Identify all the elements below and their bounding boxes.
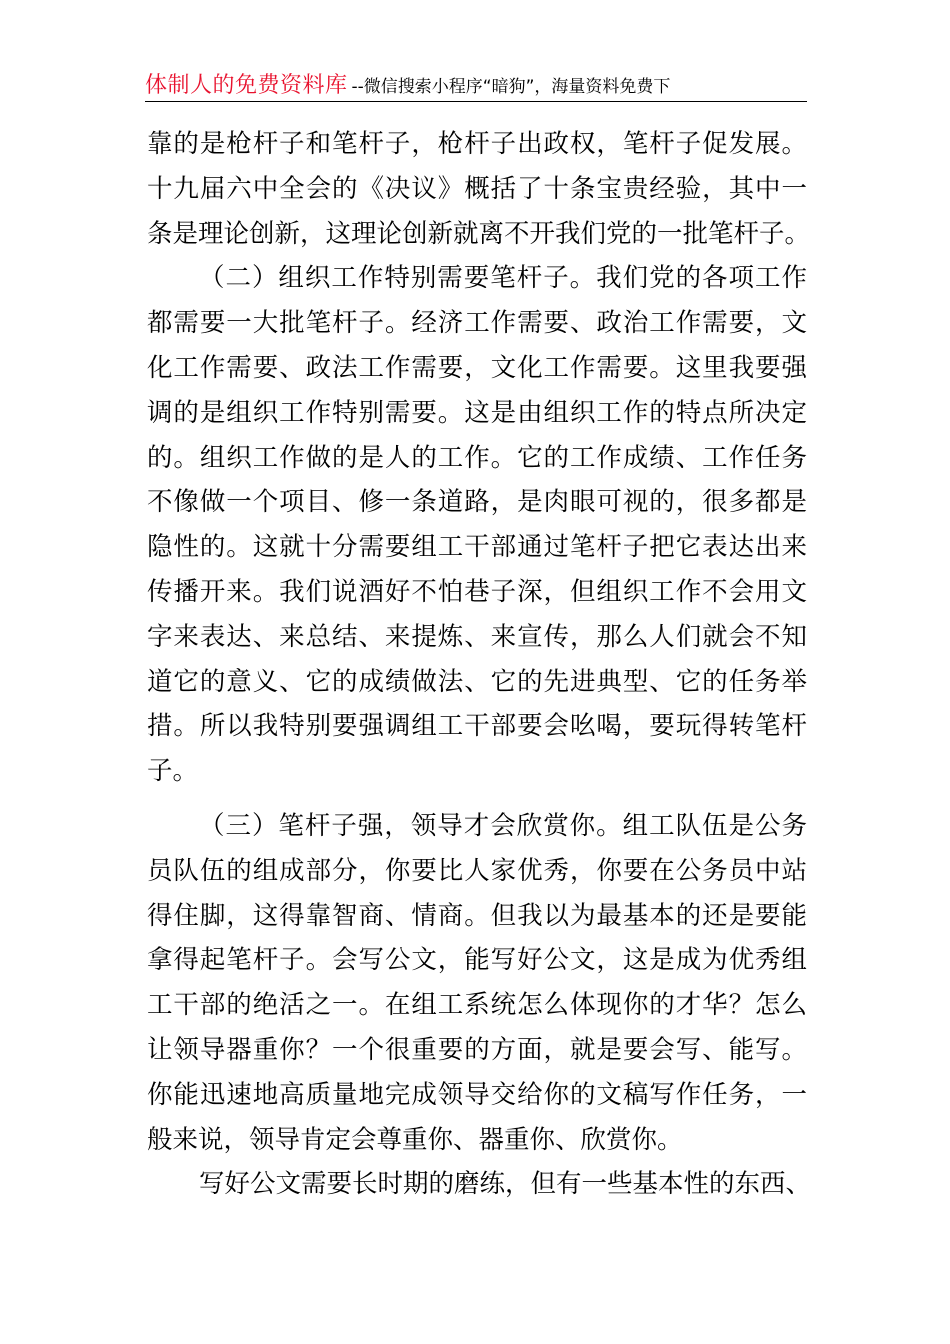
text-line: 传播开来。我们说酒好不怕巷子深，但组织工作不会用文: [147, 576, 807, 607]
header-divider: [145, 101, 807, 102]
text-line: 的。组织工作做的是人的工作。它的工作成绩、工作任务: [147, 442, 807, 473]
page-header: [145, 68, 805, 102]
text-line: 拿得起笔杆子。会写公文，能写好公文，这是成为优秀组: [147, 945, 807, 976]
header-brand: 体制人的免费资料库: [145, 73, 348, 98]
text-line: 让领导器重你？一个很重要的方面，就是要会写、能写。: [147, 1034, 807, 1065]
text-line: 道它的意义、它的成绩做法、它的先进典型、它的任务举: [147, 666, 807, 697]
text-line: 你能迅速地高质量地完成领导交给你的文稿写作任务，一: [147, 1079, 807, 1110]
text-line: 子。: [147, 756, 199, 787]
text-line: 字来表达、来总结、来提炼、来宣传，那么人们就会不知: [147, 621, 807, 652]
text-line: 都需要一大批笔杆子。经济工作需要、政治工作需要，文: [147, 308, 807, 339]
paragraph-heading-line: （二）组织工作特别需要笔杆子。我们党的各项工作: [199, 263, 807, 294]
header-tagline: --微信搜索小程序“暗狗”，海量资料免费下: [351, 77, 671, 97]
text-line: 十九届六中全会的《决议》概括了十条宝贵经验，其中一: [147, 173, 807, 204]
text-line: 调的是组织工作特别需要。这是由组织工作的特点所决定: [147, 397, 807, 428]
text-line: 靠的是枪杆子和笔杆子，枪杆子出政权，笔杆子促发展。: [147, 129, 807, 159]
text-line: 员队伍的组成部分，你要比人家优秀，你要在公务员中站: [147, 855, 807, 886]
paragraph-heading-line: （三）笔杆子强，领导才会欣赏你。组工队伍是公务: [199, 810, 807, 841]
text-line: 隐性的。这就十分需要组工干部通过笔杆子把它表达出来: [147, 532, 807, 563]
text-line: 条是理论创新，这理论创新就离不开我们党的一批笔杆子。: [147, 218, 811, 249]
text-line: 措。所以我特别要强调组工干部要会吆喝，要玩得转笔杆: [147, 711, 807, 742]
text-line: 般来说，领导肯定会尊重你、器重你、欣赏你。: [147, 1124, 683, 1155]
text-line: 写好公文需要长时期的磨练，但有一些基本性的东西、: [199, 1169, 812, 1200]
document-body: [147, 122, 812, 1207]
text-line: 不像做一个项目、修一条道路，是肉眼可视的，很多都是: [147, 487, 807, 518]
text-line: 得住脚，这得靠智商、情商。但我以为最基本的还是要能: [147, 900, 807, 931]
text-line: 工干部的绝活之一。在组工系统怎么体现你的才华？怎么: [147, 990, 807, 1021]
text-line: 化工作需要、政法工作需要，文化工作需要。这里我要强: [147, 352, 807, 383]
